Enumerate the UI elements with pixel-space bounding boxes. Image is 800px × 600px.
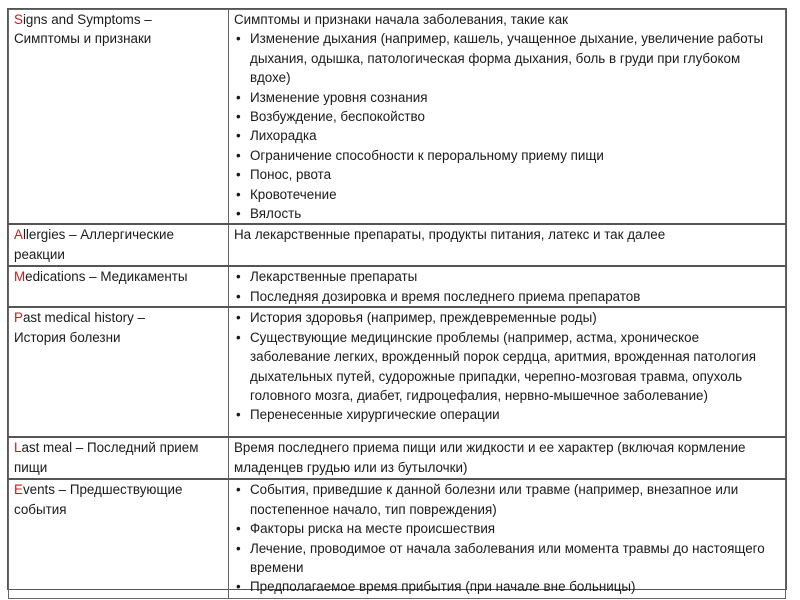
bullet-icon: • [236, 31, 241, 47]
list-item: • Существующие медицинские проблемы (например, астма, хроническое заболевание легких, врожденный порок сердца, аритмия, врожденная патология дыхательных путей, судорожные припадки, черепно-мозговая травма, опухоль головного мозга, диабет, гидроцефалия, нервно-мышечное заболевание) [236, 329, 756, 403]
list-item: • Лихорадка [234, 126, 781, 145]
list-item: • Лечение, проводимое от начала заболевания или момента травмы до настоящего времени [236, 540, 765, 575]
bullet-icon: • [236, 89, 241, 105]
bullet-icon: • [236, 329, 241, 345]
sample-table-frame [7, 8, 787, 595]
list-item: • Ограничение способности к пероральному приему пищи [234, 146, 781, 165]
list-item: • История здоровья (например, преждевременные роды) [234, 308, 781, 327]
term-initial: L [14, 440, 22, 456]
bullet-icon: • [236, 186, 241, 202]
term-cell [9, 437, 229, 479]
list-item: • Вялость [234, 204, 781, 223]
list-item: • Последняя дозировка и время последнего приема препаратов [234, 287, 781, 306]
table-row [9, 224, 786, 266]
description-cell [229, 437, 786, 479]
bullet-list [234, 267, 781, 306]
description-text: Время последнего приема пищи или жидкости и ее характер (включая кормление младенцев грудью или из бутылочки) [234, 440, 746, 475]
list-item: • Возбуждение, беспокойство [234, 107, 781, 126]
term-label: ast medical history – [22, 310, 145, 326]
bullet-icon: • [236, 540, 241, 556]
table-row [9, 479, 786, 599]
term-cell [9, 224, 229, 266]
bullet-icon: • [236, 269, 241, 285]
term-initial: S [14, 12, 23, 27]
list-item: • Перенесенные хирургические операции [234, 405, 781, 424]
list-item: • Предполагаемое время прибытия (при начале вне больницы) [234, 577, 781, 596]
description-cell [229, 224, 786, 266]
term-initial: P [14, 310, 23, 326]
term-label-ru: Симптомы и признаки [14, 31, 152, 47]
term-initial: A [14, 227, 23, 243]
bullet-icon: • [236, 482, 241, 498]
description-cell [229, 307, 786, 437]
list-item: • Понос, рвота [234, 165, 781, 184]
bullet-icon: • [236, 310, 241, 326]
list-item: • Лекарственные препараты [234, 267, 781, 286]
list-item: • События, приведшие к данной болезни или травме (например, внезапное или постепенное начало, тип повреждения) [236, 482, 739, 517]
term-initial: M [14, 269, 26, 285]
table-row [9, 437, 786, 479]
term-label: ast meal – Последний прием пищи [14, 440, 199, 475]
term-initial: E [14, 482, 23, 498]
bullet-icon: • [236, 407, 241, 423]
term-label: vents – Предшествующие события [14, 482, 183, 517]
term-label-ru: История болезни [14, 329, 121, 345]
term-label: llergies – Аллергические реакции [14, 227, 174, 262]
bullet-icon: • [236, 521, 241, 537]
list-item: • Изменение уровня сознания [234, 88, 781, 107]
list-item: • Факторы риска на месте происшествия [234, 519, 781, 538]
term-label: igns and Symptoms – [22, 12, 152, 27]
term-cell [9, 10, 229, 225]
bullet-list [234, 308, 781, 424]
bullet-icon: • [236, 167, 241, 183]
bullet-list [234, 29, 781, 223]
table-row [9, 307, 786, 437]
bullet-list [234, 480, 781, 596]
bullet-icon: • [236, 206, 241, 222]
term-cell [9, 479, 229, 599]
description-cell [229, 10, 786, 225]
bullet-icon: • [236, 128, 241, 144]
term-cell [9, 266, 229, 307]
table-row [9, 10, 786, 225]
description-cell [229, 479, 786, 599]
table-row [9, 266, 786, 307]
list-item: • Кровотечение [234, 185, 781, 204]
bullet-icon: • [236, 288, 241, 304]
description-intro: Симптомы и признаки начала заболевания, такие как [234, 12, 569, 27]
bullet-icon: • [236, 109, 241, 125]
sample-history-table [8, 9, 786, 599]
description-cell [229, 266, 786, 307]
bullet-icon: • [236, 579, 241, 595]
term-label: edications – Медикаменты [25, 269, 188, 285]
term-cell [9, 307, 229, 437]
list-item: • Изменение дыхания (например, кашель, учащенное дыхание, увеличение работы дыхания, одышка, патологическая форма дыхания, боль в груди при глубоком вдохе) [236, 31, 764, 86]
bullet-icon: • [236, 147, 241, 163]
description-text: На лекарственные препараты, продукты питания, латекс и так далее [234, 227, 666, 243]
